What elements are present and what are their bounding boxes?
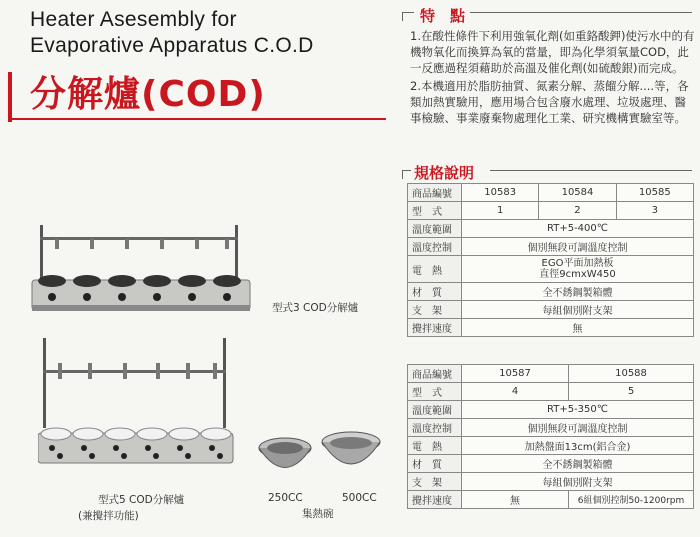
bowl-250cc-photo xyxy=(255,432,315,482)
cell-label: 型 式 xyxy=(408,202,462,220)
table-row xyxy=(408,301,694,319)
cell-label: 材 質 xyxy=(408,283,462,301)
feature-point-1: 1.在酸性條件下利用強氧化劑(如重鉻酸鉀)使污水中的有機物氧化而換算為氧的當量，即為化學須氧量COD，此一反應過程須藉助於高溫及催化劑(如硫酸銀)而完成。 xyxy=(410,29,695,75)
table-row xyxy=(408,238,694,256)
cell-type: 5 xyxy=(569,383,694,401)
cell-label: 商品編號 xyxy=(408,365,462,383)
cell-label: 溫度控制 xyxy=(408,238,462,256)
cell-model: 10587 xyxy=(462,365,569,383)
section-line xyxy=(470,12,692,13)
title-english-line1: Heater Asesembly for xyxy=(30,8,237,31)
table-row xyxy=(408,401,694,419)
cell-value: 個別無段可調溫度控制 xyxy=(462,238,694,256)
title-english-line2: Evaporative Apparatus C.O.D xyxy=(30,34,314,57)
spec-table-1 xyxy=(407,183,694,337)
table-row xyxy=(408,319,694,337)
cell-label: 支 架 xyxy=(408,301,462,319)
cod-digester-type5-photo xyxy=(38,338,238,473)
section-bracket xyxy=(402,170,411,179)
cell-model: 10584 xyxy=(539,184,616,202)
cell-type: 1 xyxy=(462,202,539,220)
bowl-500cc-photo xyxy=(318,428,384,482)
cell-label: 溫度範圍 xyxy=(408,220,462,238)
section-bracket xyxy=(402,12,411,21)
caption-type3: 型式3 COD分解爐 xyxy=(272,302,359,314)
cell-value: 每組個別附支架 xyxy=(462,473,694,491)
cell-value: 全不銹鋼製箱體 xyxy=(462,455,694,473)
cell-model: 10583 xyxy=(462,184,539,202)
bowl-large-label: 500CC xyxy=(342,492,377,504)
features-text xyxy=(410,28,695,126)
bowl-small-label: 250CC xyxy=(268,492,303,504)
cross-bar xyxy=(40,237,238,240)
heating-line2: 直徑9cmxW450 xyxy=(539,269,616,280)
table-row xyxy=(408,220,694,238)
features-heading: 特 點 xyxy=(420,7,466,25)
cell-value: RT+5-350℃ xyxy=(462,401,694,419)
cell-value: 6組個別控制50-1200rpm xyxy=(569,491,694,509)
cell-value: 全不銹鋼製箱體 xyxy=(462,283,694,301)
cell-type: 2 xyxy=(539,202,616,220)
table-row xyxy=(408,437,694,455)
table-row xyxy=(408,491,694,509)
cell-value: 無 xyxy=(462,319,694,337)
cell-label: 電 熱 xyxy=(408,437,462,455)
stand-rod xyxy=(235,225,238,285)
cell-model: 10585 xyxy=(616,184,693,202)
section-line xyxy=(490,170,692,171)
table-row xyxy=(408,383,694,401)
clamp-row xyxy=(55,239,229,249)
cell-label: 溫度範圍 xyxy=(408,401,462,419)
table-row xyxy=(408,202,694,220)
cell-label: 型 式 xyxy=(408,383,462,401)
table-row xyxy=(408,419,694,437)
table-row xyxy=(408,256,694,283)
table-row xyxy=(408,283,694,301)
cell-value: 每組個別附支架 xyxy=(462,301,694,319)
specs-heading: 規格說明 xyxy=(414,164,475,182)
section-line xyxy=(402,12,414,13)
cod-digester-type3-photo xyxy=(30,225,260,320)
accent-bar xyxy=(8,72,12,122)
cross-bar xyxy=(43,370,226,373)
cell-type: 3 xyxy=(616,202,693,220)
cell-label: 支 架 xyxy=(408,473,462,491)
cell-value: 加熱盤面13cm(鋁合金) xyxy=(462,437,694,455)
cell-value: 無 xyxy=(462,491,569,509)
cell-label: 商品編號 xyxy=(408,184,462,202)
feature-point-2: 2.本機適用於脂肪抽質、氮素分解、蒸餾分解....等，各類加熱實驗用，應用場合包含廢水處理、垃圾處理、醫事檢驗、事業廢棄物處理化工業、研究機構實驗室等。 xyxy=(410,79,689,125)
stand-rod xyxy=(43,338,46,428)
table-row xyxy=(408,184,694,202)
stand-rod xyxy=(223,338,226,428)
table-row xyxy=(408,473,694,491)
title-chinese: 分解爐(COD) xyxy=(30,74,266,115)
heating-line1: EGO平面加熱板 xyxy=(541,258,614,269)
stand-rod xyxy=(40,225,43,285)
caption-type5-sub: (兼攪拌功能) xyxy=(78,510,139,522)
spec-table-2 xyxy=(407,364,694,509)
cell-label: 攪拌速度 xyxy=(408,491,462,509)
cell-type: 4 xyxy=(462,383,569,401)
cell-label: 電 熱 xyxy=(408,256,462,283)
cell-label: 溫度控制 xyxy=(408,419,462,437)
table-row xyxy=(408,455,694,473)
cell-model: 10588 xyxy=(569,365,694,383)
table-row xyxy=(408,365,694,383)
cell-value xyxy=(462,256,694,283)
bowl-caption: 集熱碗 xyxy=(302,508,334,520)
header-divider xyxy=(8,118,386,120)
caption-type5: 型式5 COD分解爐 xyxy=(98,494,185,506)
cell-label: 攪拌速度 xyxy=(408,319,462,337)
cell-value: RT+5-400℃ xyxy=(462,220,694,238)
cell-value: 個別無段可調溫度控制 xyxy=(462,419,694,437)
cell-label: 材 質 xyxy=(408,455,462,473)
